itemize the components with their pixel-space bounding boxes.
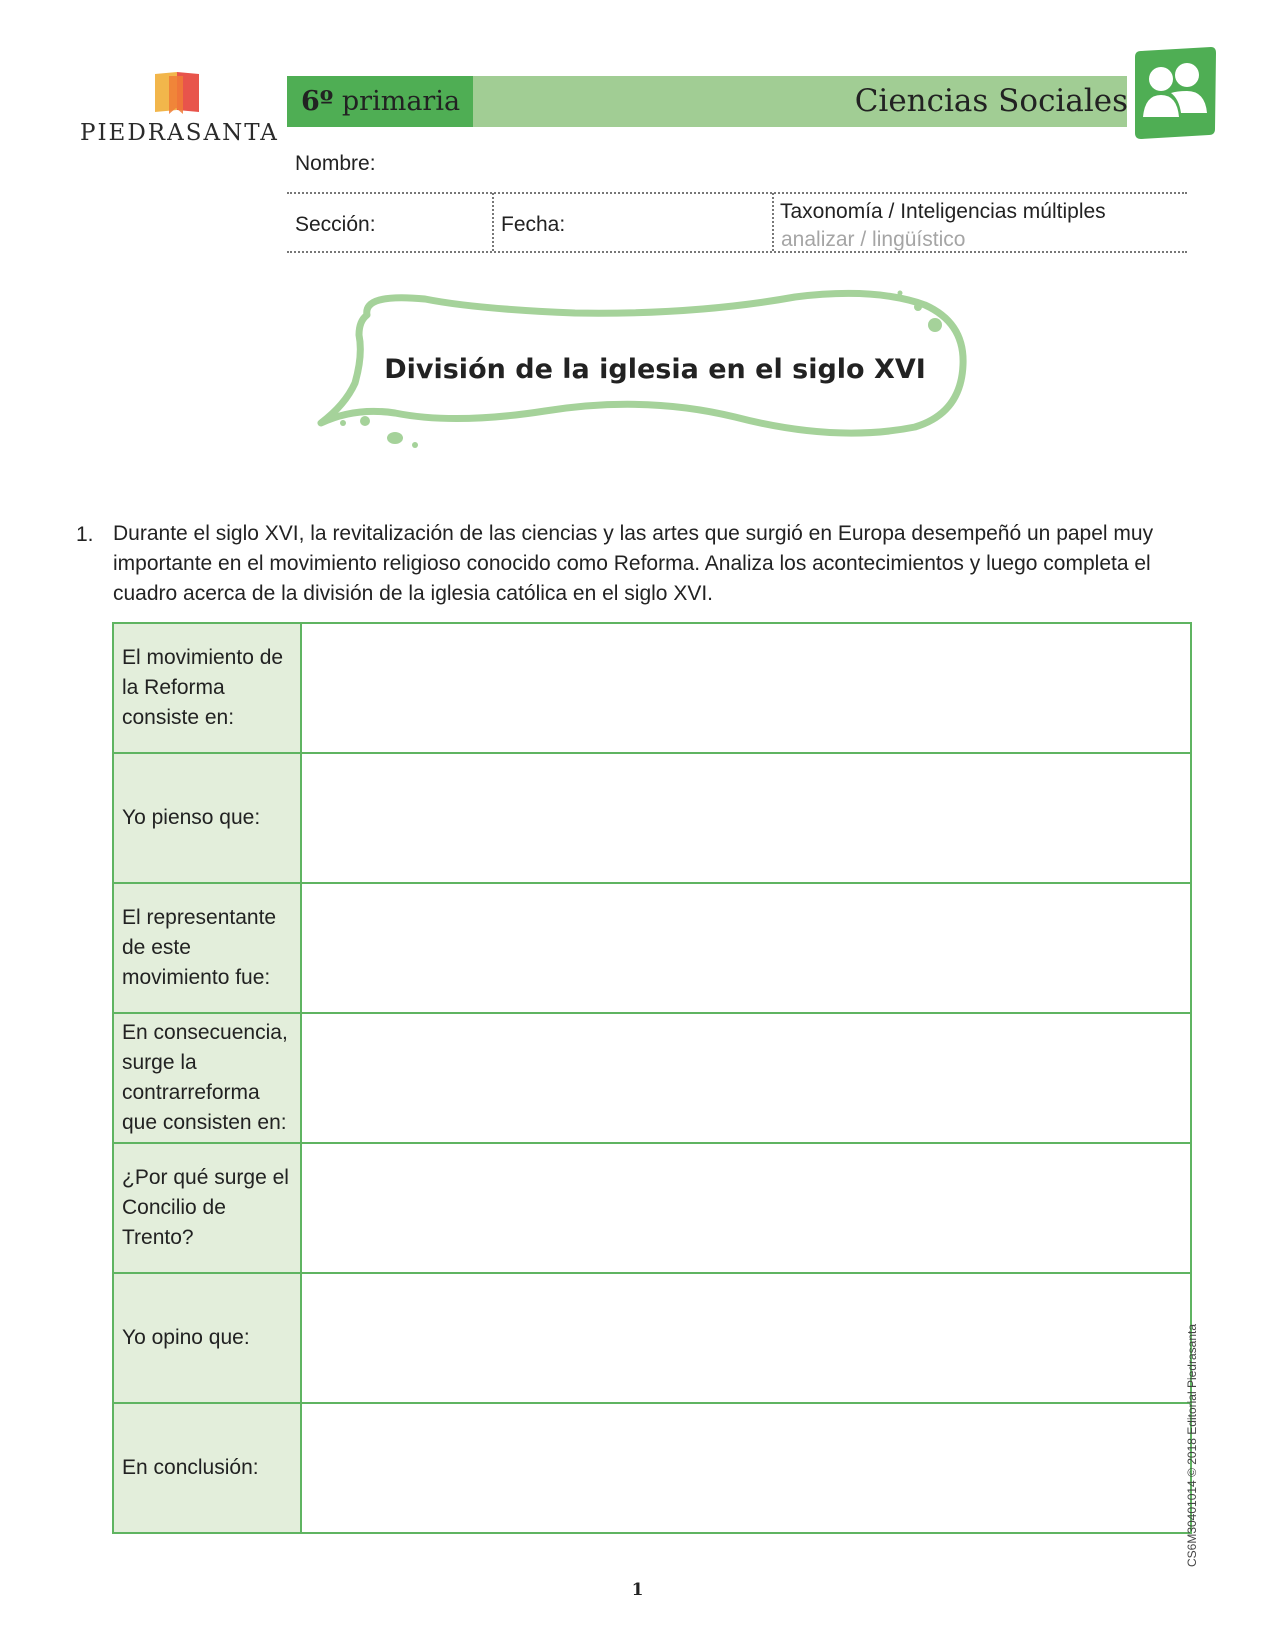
taxonomy-title: Taxonomía / Inteligencias múltiples [780, 200, 1106, 223]
answer-cell[interactable] [301, 1143, 1191, 1273]
question-number: 1. [76, 523, 94, 546]
book-logo-icon [153, 70, 203, 116]
divider [772, 193, 774, 251]
row-label: ¿Por qué surge el Concilio de Trento? [113, 1143, 301, 1273]
row-label: El movimiento de la Reforma consiste en: [113, 623, 301, 753]
divider [287, 192, 1187, 194]
table-row [113, 1013, 1191, 1143]
question-text: Durante el siglo XVI, la revitalización de las ciencias y las artes que surgió en Europa desempeñó un papel muy importante en el movimiento religioso conocido como Reforma. Analiza los acontecimientos y luego completa el cuadro acerca de la división de la iglesia católica en el siglo XVI. [113, 522, 1154, 605]
taxonomy-value-linguistico: / lingüístico [860, 228, 966, 251]
divider [287, 251, 1187, 253]
answer-cell[interactable] [301, 883, 1191, 1013]
table-row [113, 753, 1191, 883]
table-row [113, 1403, 1191, 1533]
grade-label: primaria [341, 86, 461, 117]
answer-cell[interactable] [301, 753, 1191, 883]
row-label: Yo opino que: [113, 1273, 301, 1403]
answer-table [112, 622, 1192, 1534]
answer-cell[interactable] [301, 1273, 1191, 1403]
row-label: En consecuencia, surge la contrarreforma que consisten en: [113, 1013, 301, 1143]
answer-cell[interactable] [301, 1403, 1191, 1533]
people-icon [1131, 45, 1217, 141]
taxonomy-value-analizar: analizar [781, 228, 855, 251]
row-label: En conclusión: [113, 1403, 301, 1533]
grade-number: 6º [301, 86, 334, 117]
table-row [113, 623, 1191, 753]
taxonomy-values [781, 228, 965, 252]
answer-cell[interactable] [301, 623, 1191, 753]
piedrasanta-logo [80, 70, 280, 150]
brand-name: PIEDRASANTA [80, 120, 279, 146]
fecha-label: Fecha: [501, 213, 566, 236]
answer-cell[interactable] [301, 1013, 1191, 1143]
page-number: 1 [631, 1580, 644, 1600]
copyright-text: CS6M30401014 © 2018 Editorial Piedrasanta [1185, 1324, 1199, 1567]
page-title: División de la iglesia en el siglo XVI [384, 354, 926, 385]
table-row [113, 1143, 1191, 1273]
subject-title: Ciencias Sociales [854, 83, 1128, 119]
row-label: El representante de este movimiento fue: [113, 883, 301, 1013]
table-row [113, 883, 1191, 1013]
table-row [113, 1273, 1191, 1403]
nombre-label: Nombre: [295, 152, 376, 175]
divider [492, 193, 494, 251]
seccion-label: Sección: [295, 213, 376, 236]
grade-badge [287, 76, 473, 127]
row-label: Yo pienso que: [113, 753, 301, 883]
